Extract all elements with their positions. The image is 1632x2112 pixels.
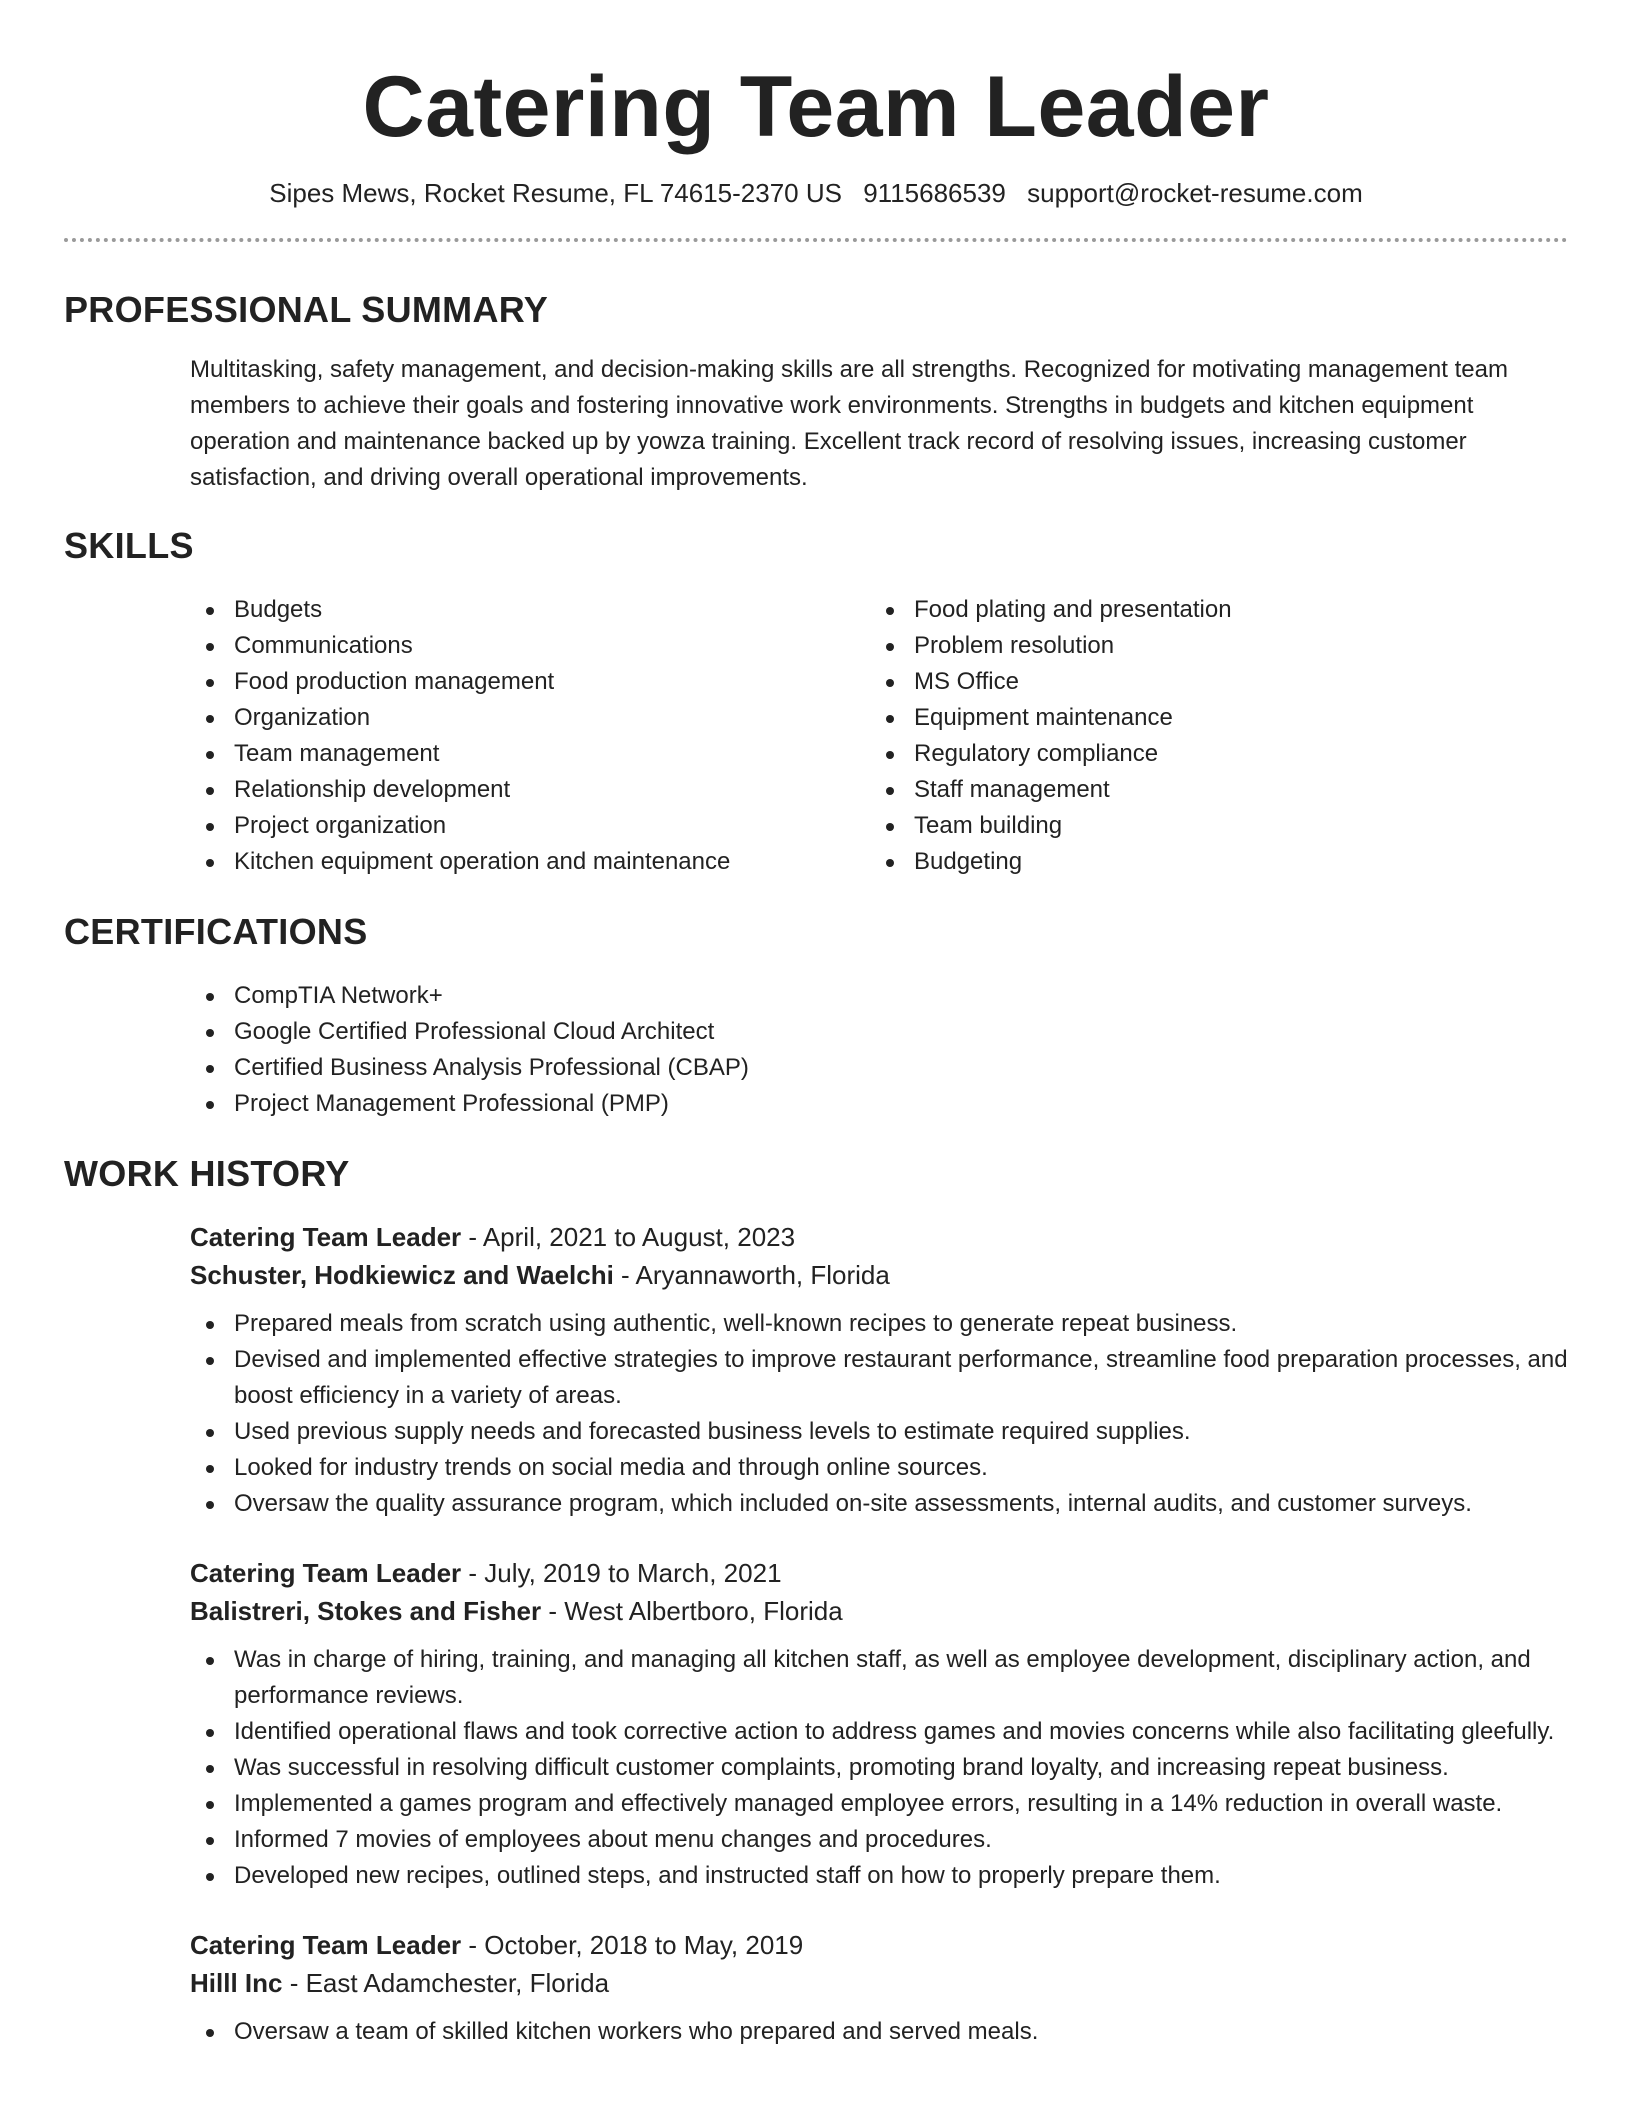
- skill-item: Food production management: [190, 664, 870, 700]
- skills-left-list: [190, 592, 870, 880]
- job-bullet: Identified operational flaws and took corrective action to address games and movies concerns while also facilitating gleefully.: [190, 1714, 1568, 1750]
- skill-item: Budgets: [190, 592, 870, 628]
- contact-phone: 9115686539: [863, 178, 1006, 208]
- certifications-section: [64, 910, 1568, 1122]
- job-bullet: Was in charge of hiring, training, and managing all kitchen staff, as well as employee development, disciplinary action, and performance reviews.: [190, 1642, 1568, 1714]
- job-bullets: [190, 2014, 1568, 2050]
- skill-item: Staff management: [870, 772, 1550, 808]
- job-company: Balistreri, Stokes and Fisher: [190, 1596, 542, 1626]
- job-company-line: [190, 1592, 1568, 1630]
- work-history-heading: WORK HISTORY: [64, 1153, 350, 1194]
- skills-section: [64, 524, 1568, 880]
- skills-grid: [190, 592, 1568, 880]
- contact-address: Sipes Mews, Rocket Resume, FL 74615-2370 US: [269, 178, 842, 208]
- skill-item: Budgeting: [870, 844, 1550, 880]
- job-bullet: Used previous supply needs and forecasted business levels to estimate required supplies.: [190, 1414, 1568, 1450]
- job-entry: [190, 1554, 1568, 1894]
- skill-item: Team management: [190, 736, 870, 772]
- job-title-line: [190, 1218, 1568, 1256]
- certifications-heading: CERTIFICATIONS: [64, 911, 368, 952]
- skill-item: Project organization: [190, 808, 870, 844]
- job-bullet: Oversaw the quality assurance program, which included on-site assessments, internal audits, and customer surveys.: [190, 1486, 1568, 1522]
- job-bullet: Informed 7 movies of employees about menu changes and procedures.: [190, 1822, 1568, 1858]
- job-dates: - April, 2021 to August, 2023: [461, 1222, 796, 1252]
- skill-item: Relationship development: [190, 772, 870, 808]
- skill-item: MS Office: [870, 664, 1550, 700]
- job-title: Catering Team Leader: [190, 1558, 462, 1588]
- job-company: Schuster, Hodkiewicz and Waelchi: [190, 1260, 614, 1290]
- summary-section: [64, 288, 1568, 496]
- skill-item: Team building: [870, 808, 1550, 844]
- job-bullet: Developed new recipes, outlined steps, and instructed staff on how to properly prepare them.: [190, 1858, 1568, 1894]
- skill-item: Equipment maintenance: [870, 700, 1550, 736]
- job-title: Catering Team Leader: [190, 1930, 462, 1960]
- job-entry: [190, 1218, 1568, 1522]
- job-location: - Aryannaworth, Florida: [613, 1260, 890, 1290]
- skill-item: Food plating and presentation: [870, 592, 1550, 628]
- skill-item: Organization: [190, 700, 870, 736]
- job-location: - East Adamchester, Florida: [282, 1968, 610, 1998]
- job-title-line: [190, 1554, 1568, 1592]
- resume-page: [64, 0, 1568, 2050]
- certification-item: Google Certified Professional Cloud Architect: [190, 1014, 1568, 1050]
- work-history-section: [64, 1152, 1568, 2050]
- summary-heading: PROFESSIONAL SUMMARY: [64, 289, 549, 330]
- skill-item: Communications: [190, 628, 870, 664]
- certification-item: Project Management Professional (PMP): [190, 1086, 1568, 1122]
- job-bullet: Looked for industry trends on social media and through online sources.: [190, 1450, 1568, 1486]
- job-bullet: Implemented a games program and effectively managed employee errors, resulting in a 14% reduction in overall waste.: [190, 1786, 1568, 1822]
- skill-item: Kitchen equipment operation and maintenance: [190, 844, 870, 880]
- certifications-list: [190, 978, 1568, 1122]
- job-company: Hilll Inc: [190, 1968, 283, 1998]
- job-company-line: [190, 1256, 1568, 1294]
- certification-item: Certified Business Analysis Professional (CBAP): [190, 1050, 1568, 1086]
- job-bullet: Devised and implemented effective strategies to improve restaurant performance, streamline food preparation processes, and boost efficiency in a variety of areas.: [190, 1342, 1568, 1414]
- job-bullet: Was successful in resolving difficult customer complaints, promoting brand loyalty, and increasing repeat business.: [190, 1750, 1568, 1786]
- job-location: - West Albertboro, Florida: [541, 1596, 843, 1626]
- job-bullets: [190, 1642, 1568, 1894]
- summary-text: Multitasking, safety management, and decision-making skills are all strengths. Recognized for motivating management team members to achieve their goals and fostering innovative work environments. Strengths in budgets and kitchen equipment operation and maintenance backed up by yowza training. Excellent track record of resolving issues, increasing customer satisfaction, and driving overall operational improvements.: [190, 356, 1508, 491]
- skills-heading: SKILLS: [64, 525, 194, 566]
- skill-item: Problem resolution: [870, 628, 1550, 664]
- job-bullet: Oversaw a team of skilled kitchen workers who prepared and served meals.: [190, 2014, 1568, 2050]
- job-dates: - October, 2018 to May, 2019: [461, 1930, 804, 1960]
- skill-item: Regulatory compliance: [870, 736, 1550, 772]
- candidate-name: Catering Team Leader: [362, 59, 1270, 155]
- job-bullets: [190, 1306, 1568, 1522]
- job-entry: [190, 1926, 1568, 2050]
- job-bullet: Prepared meals from scratch using authentic, well-known recipes to generate repeat business.: [190, 1306, 1568, 1342]
- skills-right-list: [870, 592, 1550, 880]
- certification-item: CompTIA Network+: [190, 978, 1568, 1014]
- job-title-line: [190, 1926, 1568, 1964]
- job-company-line: [190, 1964, 1568, 2002]
- contact-line: [64, 176, 1568, 210]
- contact-email: support@rocket-resume.com: [1027, 178, 1363, 208]
- job-dates: - July, 2019 to March, 2021: [461, 1558, 782, 1588]
- header-divider: [64, 238, 1568, 242]
- job-title: Catering Team Leader: [190, 1222, 462, 1252]
